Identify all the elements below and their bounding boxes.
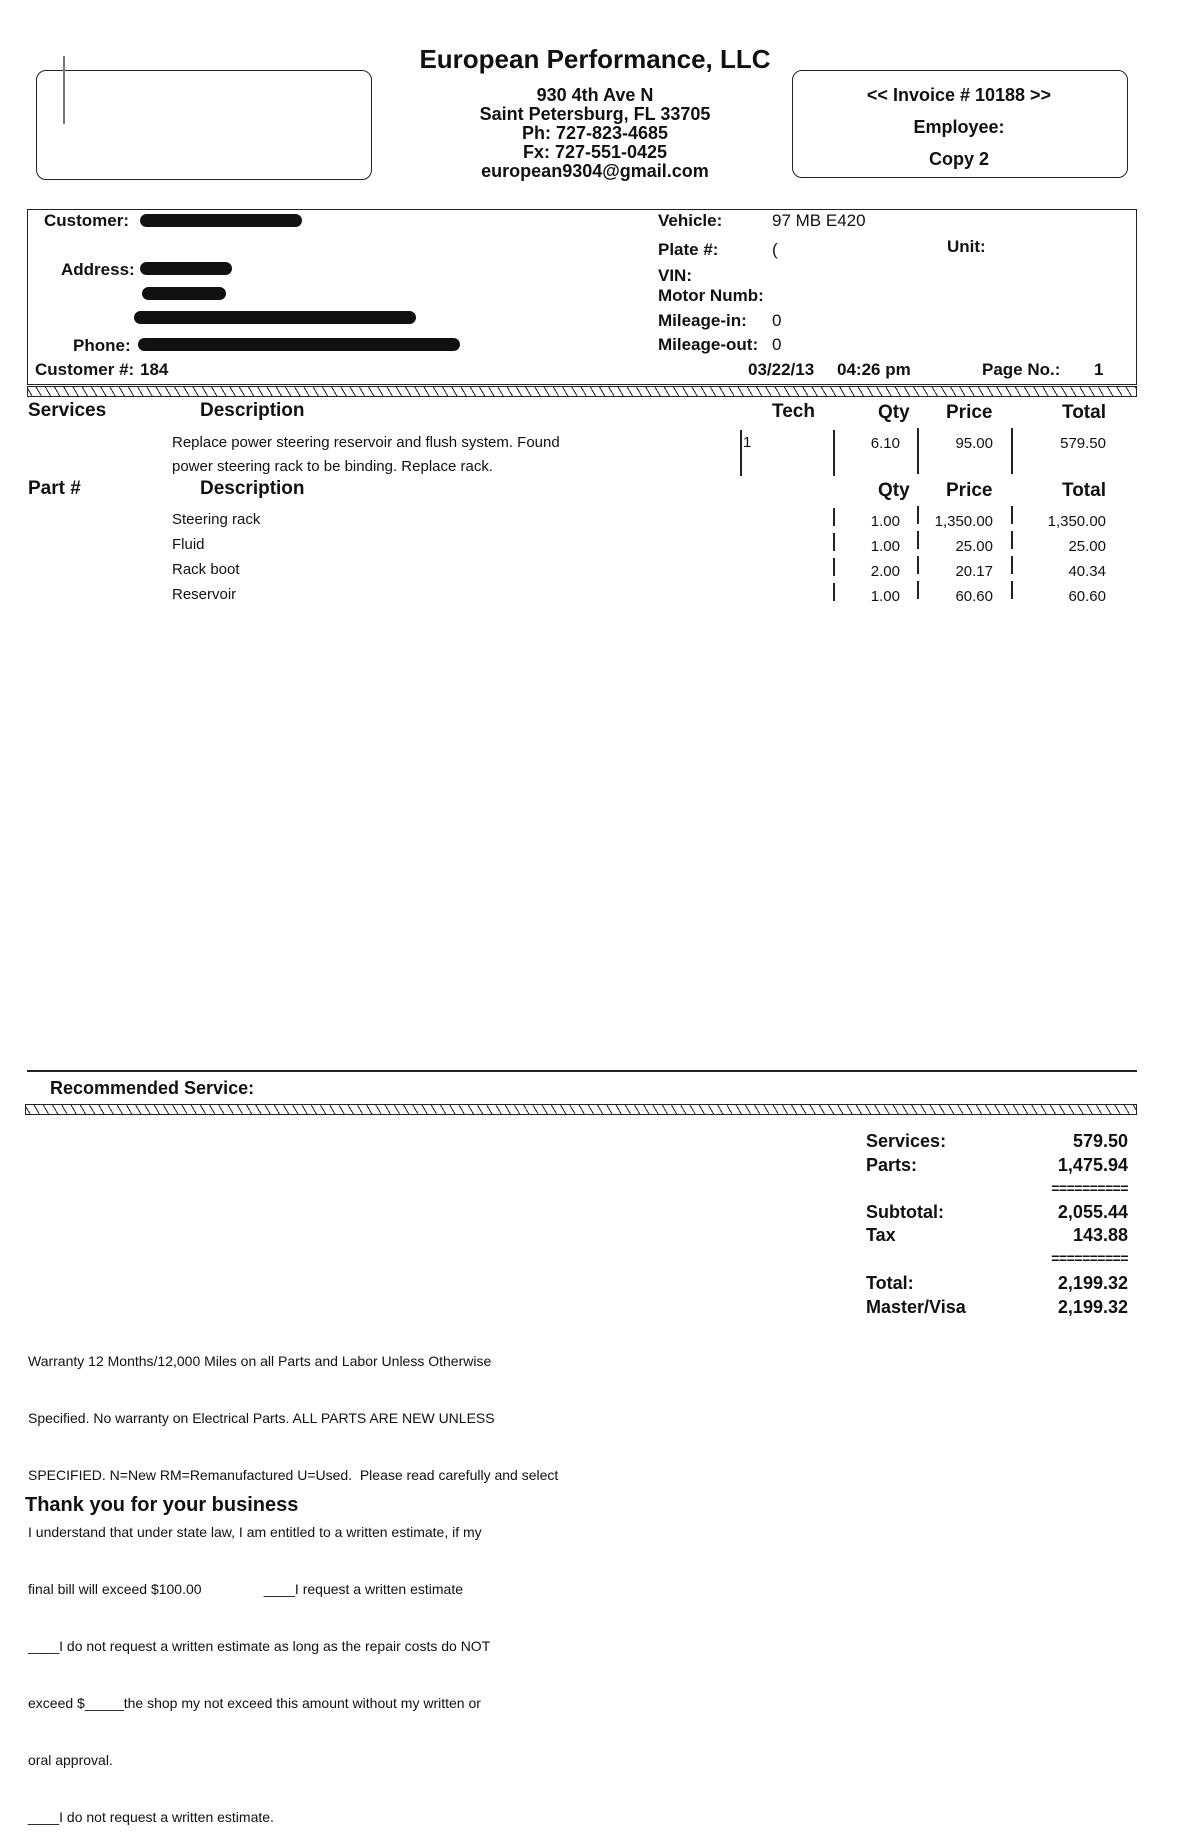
- legal-line: oral approval.: [28, 1752, 113, 1768]
- services-header: Services: [28, 400, 107, 421]
- invoice-time: 04:26 pm: [837, 360, 911, 379]
- part-description: Rack boot: [172, 561, 240, 578]
- company-name: European Performance, LLC: [419, 44, 771, 74]
- motor-number-label: Motor Numb:: [658, 286, 764, 305]
- column-separator: [917, 556, 919, 574]
- part-qty: 1.00: [870, 513, 900, 530]
- page-number-label: Page No.:: [982, 360, 1061, 379]
- column-separator: [833, 558, 835, 576]
- totals-separator: ==========: [1051, 1180, 1128, 1196]
- legal-line: I understand that under state law, I am entitled to a written estimate, if my: [28, 1524, 482, 1540]
- part-total: 25.00: [1068, 538, 1106, 555]
- legal-line: Warranty 12 Months/12,000 Miles on all Parts and Labor Unless Otherwise: [28, 1353, 492, 1369]
- column-separator: [833, 430, 835, 476]
- part-total: 40.34: [1068, 563, 1106, 580]
- part-qty: 1.00: [870, 538, 900, 555]
- company-phone: Ph: 727-823-4685: [521, 123, 669, 143]
- company-address-2: Saint Petersburg, FL 33705: [479, 104, 711, 124]
- redacted-phone: [138, 338, 460, 351]
- part-price: 25.00: [955, 538, 993, 555]
- customer-number: 184: [140, 360, 169, 379]
- vehicle-label: Vehicle:: [658, 211, 723, 230]
- company-fax: Fx: 727-551-0425: [522, 142, 668, 162]
- part-description: Reservoir: [172, 586, 237, 603]
- mileage-in-label: Mileage-in:: [658, 311, 747, 330]
- hatch-divider-top: [27, 386, 1137, 397]
- tax-label: Tax: [866, 1225, 896, 1245]
- thank-you-message: Thank you for your business: [25, 1494, 299, 1516]
- column-separator: [833, 583, 835, 601]
- payment-amount: 2,199.32: [1057, 1297, 1128, 1317]
- mileage-out-label: Mileage-out:: [658, 335, 759, 354]
- column-separator: [833, 533, 835, 551]
- legal-line: SPECIFIED. N=New RM=Remanufactured U=Used. Please read carefully and select: [28, 1467, 559, 1483]
- page-number: 1: [1094, 360, 1104, 379]
- part-qty: 1.00: [870, 588, 900, 605]
- tech-cursor-bar: [740, 430, 742, 476]
- redacted-address-line-2: [142, 287, 226, 300]
- tax-value: 143.88: [1072, 1225, 1128, 1245]
- logo-box: [36, 70, 372, 180]
- service-tech: 1: [743, 434, 752, 451]
- column-separator: [1011, 556, 1013, 574]
- customer-label: Customer:: [44, 211, 130, 230]
- column-separator: [917, 506, 919, 524]
- parts-price-header: Price: [946, 480, 993, 501]
- unit-label: Unit:: [947, 237, 986, 256]
- subtotal-value: 2,055.44: [1057, 1202, 1128, 1222]
- company-address-1: 930 4th Ave N: [536, 85, 654, 105]
- grand-total-label: Total:: [866, 1273, 914, 1293]
- column-separator: [917, 428, 919, 474]
- redacted-address-line-3: [134, 311, 416, 324]
- service-description-line-2: power steering rack to be binding. Replace rack.: [172, 458, 494, 475]
- grand-total-value: 2,199.32: [1057, 1273, 1128, 1293]
- redacted-address-line-1: [140, 262, 232, 275]
- service-qty: 6.10: [870, 435, 900, 452]
- invoice-date: 03/22/13: [748, 360, 815, 379]
- hatch-divider-bottom: [25, 1104, 1137, 1115]
- legal-line: ____I do not request a written estimate.: [28, 1809, 274, 1825]
- phone-label: Phone:: [73, 336, 131, 355]
- company-email: european9304@gmail.com: [481, 161, 709, 181]
- column-separator: [1011, 581, 1013, 599]
- redacted-customer-name: [140, 214, 302, 227]
- plate-value: (: [772, 240, 778, 259]
- mileage-in-value: 0: [772, 311, 782, 330]
- column-separator: [917, 531, 919, 549]
- recommended-service-label: Recommended Service:: [50, 1078, 255, 1098]
- part-price: 60.60: [955, 588, 993, 605]
- vehicle-value: 97 MB E420: [772, 211, 866, 230]
- part-price: 20.17: [955, 563, 993, 580]
- invoice-number: << Invoice # 10188 >>: [866, 85, 1052, 105]
- legal-line: exceed $_____the shop my not exceed this amount without my written or: [28, 1695, 481, 1711]
- part-qty: 2.00: [870, 563, 900, 580]
- part-price: 1,350.00: [934, 513, 993, 530]
- services-total-value: 579.50: [1072, 1131, 1128, 1151]
- part-total: 60.60: [1068, 588, 1106, 605]
- legal-line: final bill will exceed $100.00 ____I request a written estimate: [28, 1581, 464, 1597]
- legal-line: ____I do not request a written estimate as long as the repair costs do NOT: [28, 1638, 491, 1654]
- payment-method-label: Master/Visa: [866, 1297, 966, 1317]
- tech-header: Tech: [772, 401, 815, 422]
- vin-label: VIN:: [658, 266, 692, 285]
- services-price-header: Price: [946, 402, 993, 423]
- service-total: 579.50: [1060, 435, 1106, 452]
- part-number-header: Part #: [28, 478, 81, 499]
- column-separator: [833, 508, 835, 526]
- totals-separator: ==========: [1051, 1250, 1128, 1266]
- parts-total-label: Parts:: [866, 1155, 918, 1175]
- employee-label: Employee:: [913, 117, 1005, 137]
- parts-qty-header: Qty: [878, 480, 910, 501]
- part-total: 1,350.00: [1047, 513, 1106, 530]
- service-price: 95.00: [955, 435, 993, 452]
- legal-line: Specified. No warranty on Electrical Parts. ALL PARTS ARE NEW UNLESS: [28, 1410, 495, 1426]
- column-separator: [1011, 531, 1013, 549]
- parts-total-header: Total: [1062, 480, 1106, 501]
- services-qty-header: Qty: [878, 402, 910, 423]
- subtotal-label: Subtotal:: [866, 1202, 944, 1222]
- parts-total-value: 1,475.94: [1057, 1155, 1128, 1175]
- column-separator: [1011, 506, 1013, 524]
- recommended-divider-line: [27, 1070, 1137, 1072]
- column-separator: [1011, 428, 1013, 474]
- part-description: Fluid: [172, 536, 205, 553]
- service-description-line-1: Replace power steering reservoir and flush system. Found: [172, 434, 560, 451]
- copy-label: Copy 2: [928, 149, 989, 169]
- part-description: Steering rack: [172, 511, 261, 528]
- plate-label: Plate #:: [658, 240, 719, 259]
- parts-description-header: Description: [200, 478, 305, 499]
- services-description-header: Description: [200, 400, 305, 421]
- column-separator: [917, 581, 919, 599]
- mileage-out-value: 0: [772, 335, 782, 354]
- warranty-terms: [28, 1314, 668, 1846]
- address-label: Address:: [61, 260, 135, 279]
- services-total-header: Total: [1062, 402, 1106, 423]
- customer-number-label: Customer #:: [35, 360, 135, 379]
- services-total-label: Services:: [866, 1131, 947, 1151]
- staple-mark: [63, 56, 65, 124]
